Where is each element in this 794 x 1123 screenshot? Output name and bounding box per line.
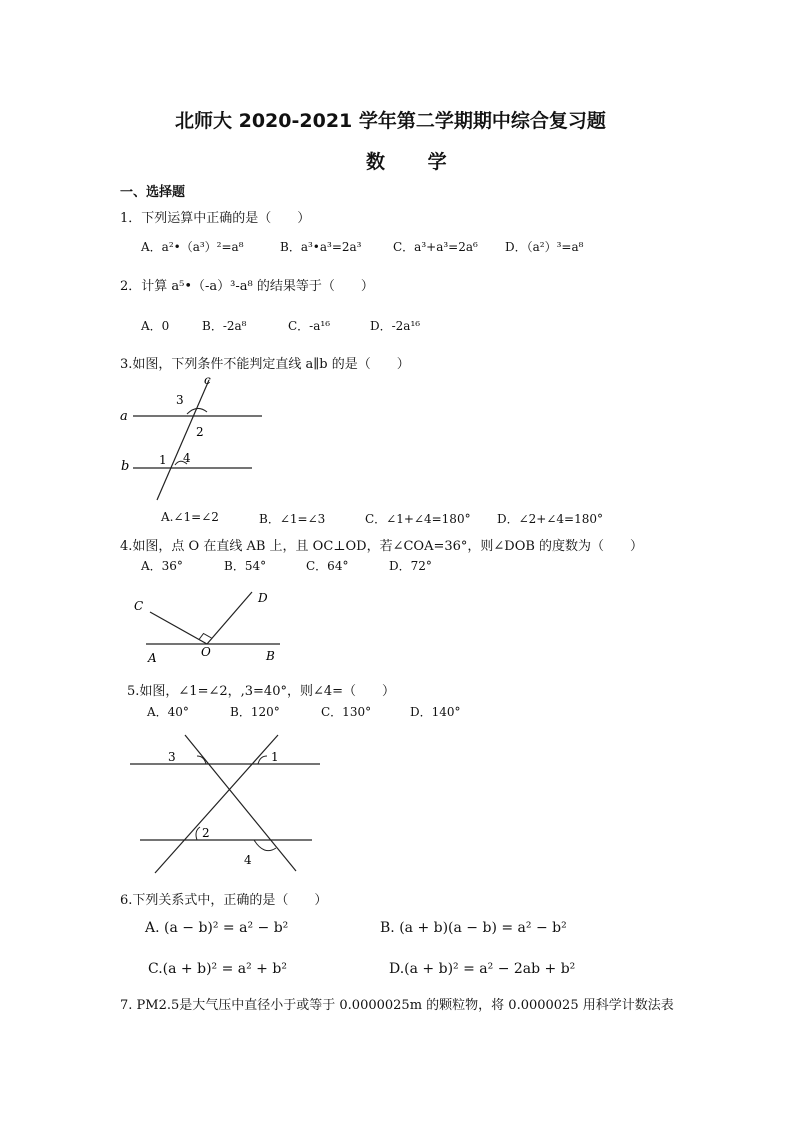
question-3-option-c: C．∠1+∠4=180° (365, 512, 471, 526)
fig4-label-b: B (266, 649, 275, 663)
question-6-option-c: C.(a + b)² = a² + b² (148, 961, 287, 977)
question-1-option-a: A．a²•（a³）²=a⁸ (141, 240, 244, 254)
question-6-stem: 6.下列关系式中，正确的是（ ） (120, 893, 328, 908)
fig4-label-a: A (148, 651, 157, 665)
question-1-option-d: D．（a²）³=a⁸ (505, 240, 584, 254)
question-4-stem: 4.如图，点 O 在直线 AB 上，且 OC⊥OD，若∠COA=36°，则∠DOB 的度数为（ ） (120, 539, 644, 554)
fig4-label-d: D (258, 591, 268, 605)
fig5-label-2: 2 (202, 826, 210, 840)
question-4-option-b: B．54° (224, 559, 267, 573)
question-4-option-d: D．72° (389, 559, 432, 573)
question-7-stem: 7. PM2.5是大气压中直径小于或等于 0.0000025m 的颗粒物，将 0.0000025 用科学计数法表 (120, 998, 674, 1013)
question-2-option-b: B．-2a⁸ (202, 319, 247, 333)
subject-title: 数 学 (366, 151, 465, 173)
question-4-option-a: A．36° (141, 559, 183, 573)
question-6-option-b: B. (a + b)(a − b) = a² − b² (380, 920, 567, 936)
fig5-label-3: 3 (168, 750, 176, 764)
question-6-option-a: A. (a − b)² = a² − b² (145, 920, 289, 936)
question-2-option-c: C．-a¹⁶ (288, 319, 331, 333)
question-6-option-d: D.(a + b)² = a² − 2ab + b² (389, 961, 576, 977)
question-3-figure (117, 372, 267, 502)
question-5-figure (128, 726, 328, 876)
question-3-option-a: A.∠1=∠2 (161, 510, 219, 524)
question-5-option-c: C．130° (321, 705, 372, 719)
fig3-label-3: 3 (176, 393, 184, 407)
question-2-option-d: D．-2a¹⁶ (370, 319, 421, 333)
question-3-option-d: D．∠2+∠4=180° (497, 512, 604, 526)
fig5-label-1: 1 (271, 750, 279, 764)
question-5-stem: 5.如图，∠1=∠2，,3=40°，则∠4=（ ） (127, 684, 396, 699)
fig3-label-2: 2 (196, 425, 204, 439)
question-5-option-b: B．120° (230, 705, 280, 719)
question-1-option-b: B．a³•a³=2a³ (280, 240, 362, 254)
fig3-label-a: a (120, 409, 128, 424)
question-1-option-c: C．a³+a³=2a⁶ (393, 240, 478, 254)
question-5-option-d: D．140° (410, 705, 461, 719)
fig3-label-c: c (204, 373, 211, 387)
fig3-label-b: b (121, 459, 130, 474)
question-2-option-a: A．0 (141, 319, 170, 333)
fig4-label-c: C (134, 599, 144, 613)
question-2-stem: 2．计算 a⁵•（-a）³-a⁸ 的结果等于（ ） (120, 279, 374, 294)
question-4-figure (130, 582, 290, 672)
question-1-stem: 1．下列运算中正确的是（ ） (120, 211, 311, 226)
page-title: 北师大 2020-2021 学年第二学期期中综合复习题 (175, 110, 606, 132)
fig4-label-o: O (201, 645, 211, 659)
section-heading: 一、选择题 (120, 185, 186, 200)
question-3-stem: 3.如图，下列条件不能判定直线 a∥b 的是（ ） (120, 357, 410, 372)
question-4-option-c: C．64° (306, 559, 349, 573)
question-5-option-a: A．40° (147, 705, 189, 719)
question-3-option-b: B．∠1=∠3 (259, 512, 326, 526)
fig5-label-4: 4 (244, 853, 252, 867)
fig3-label-4: 4 (183, 451, 191, 465)
fig3-label-1: 1 (159, 453, 167, 467)
